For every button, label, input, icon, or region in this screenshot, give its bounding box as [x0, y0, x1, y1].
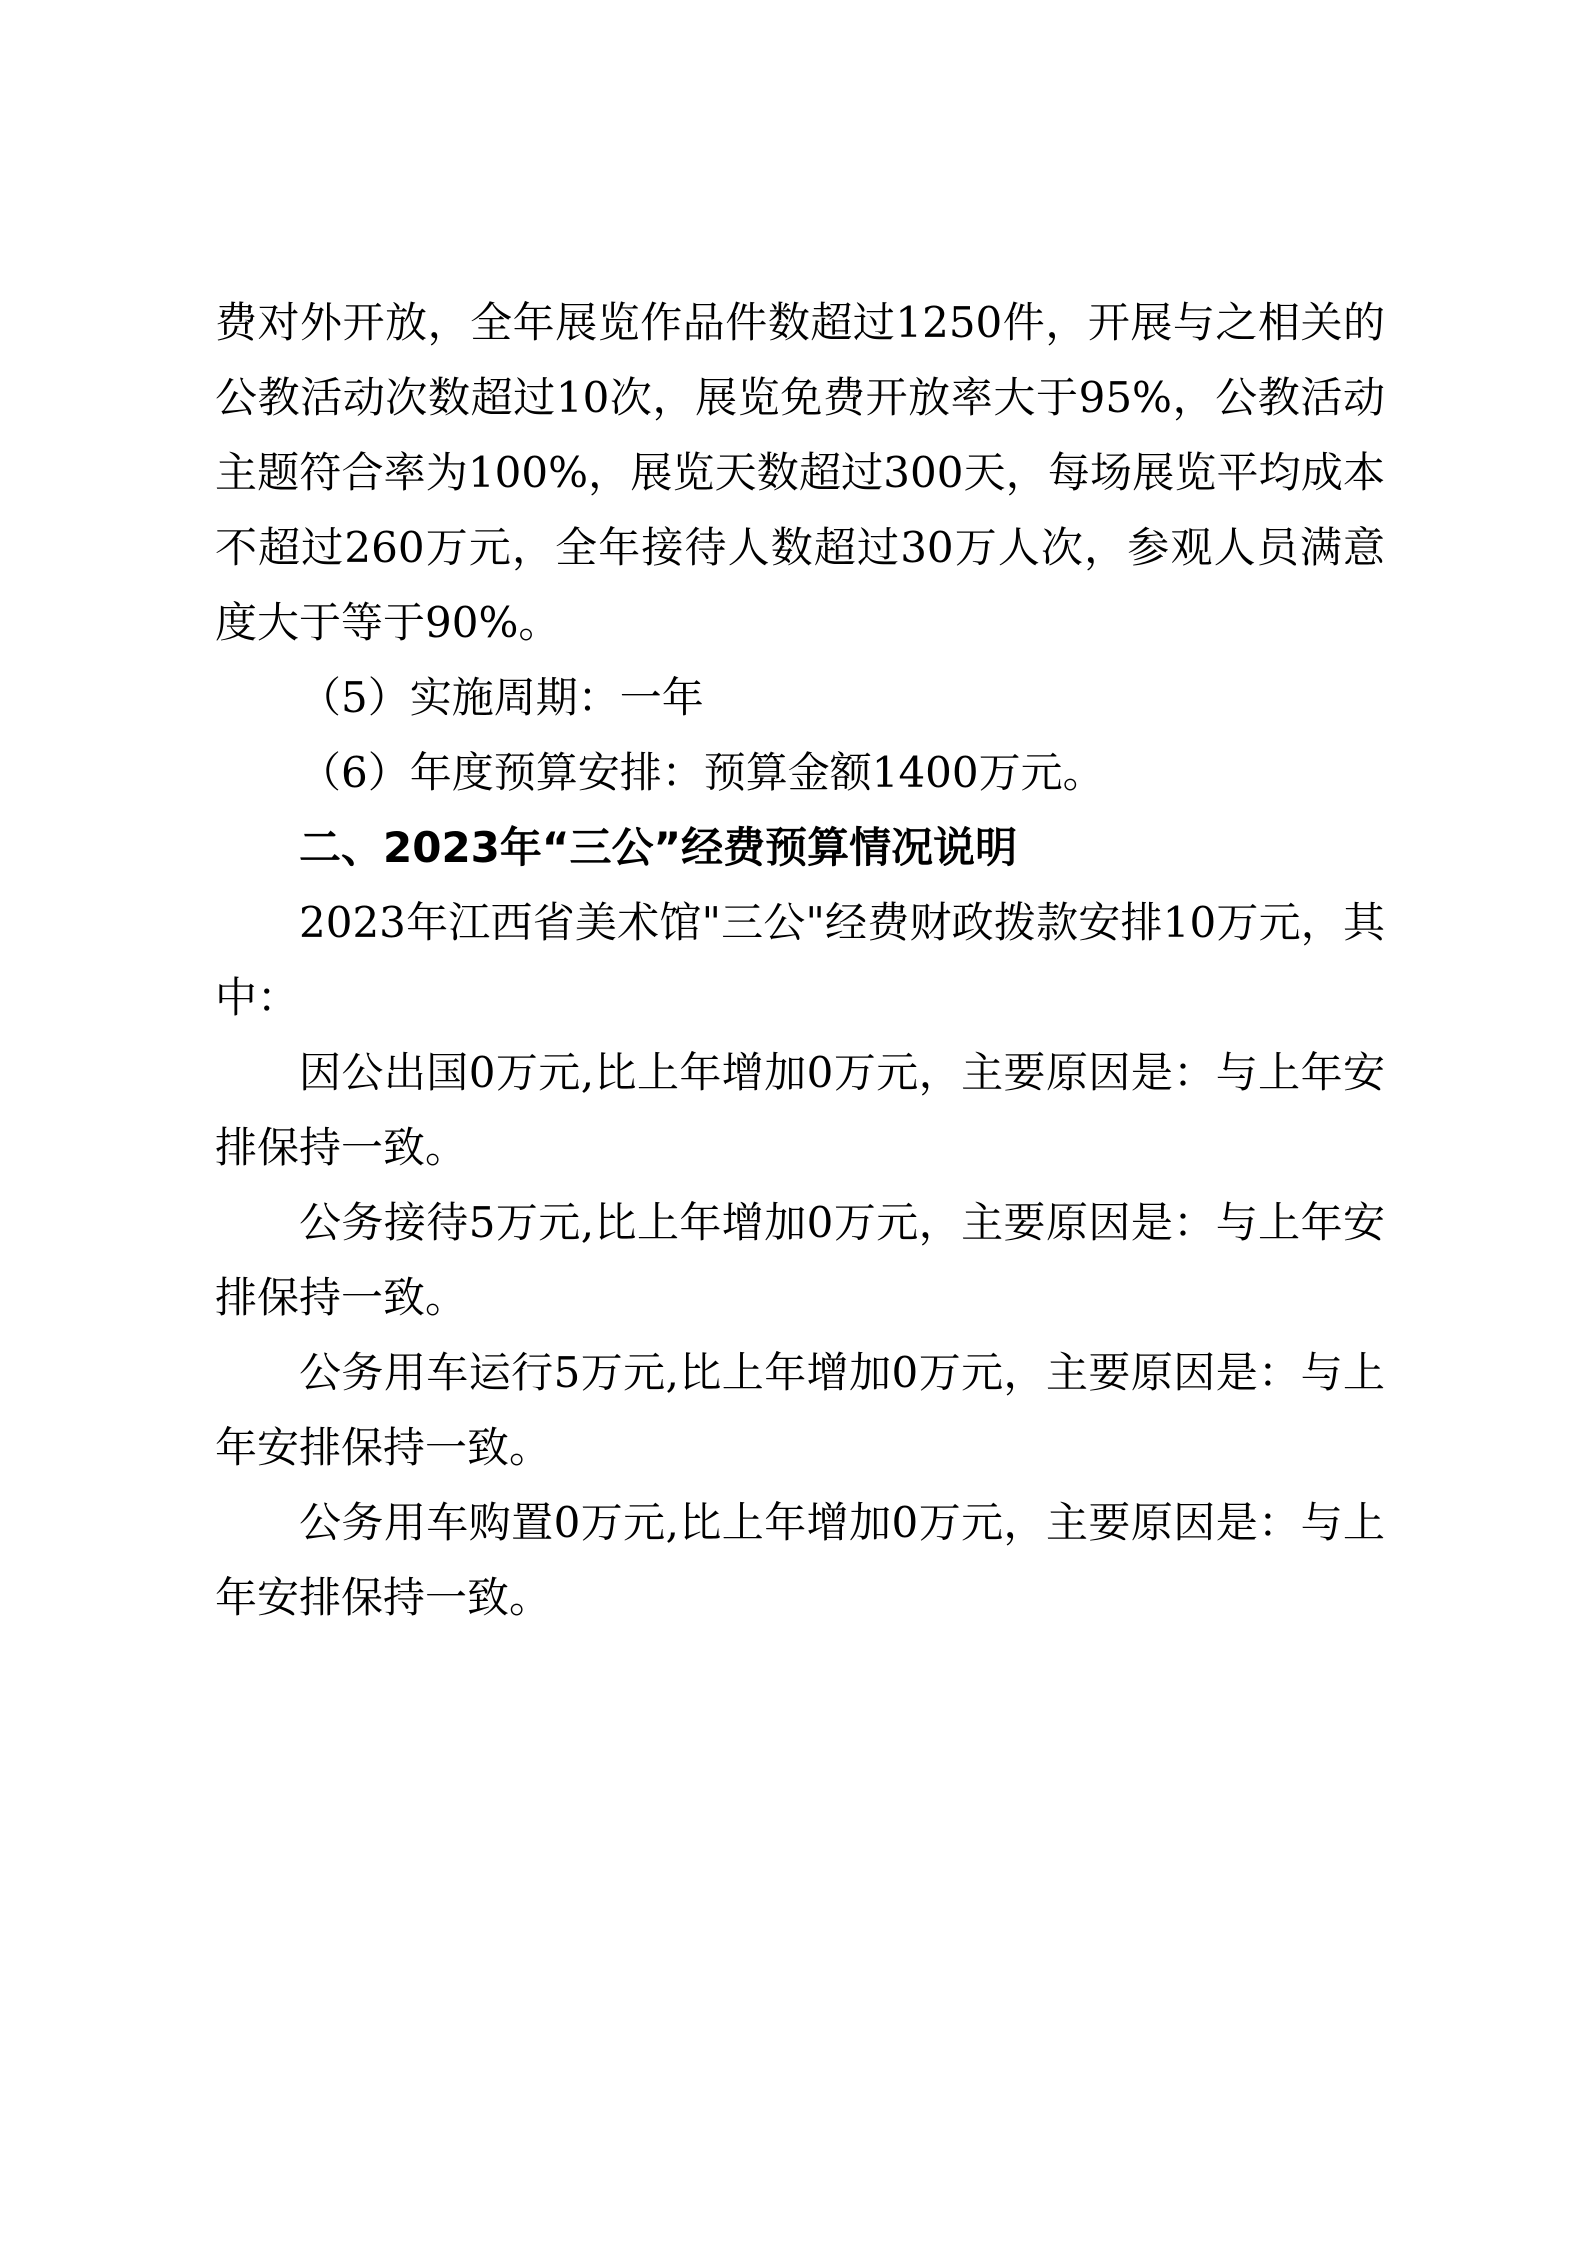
paragraph-overseas-travel: 因公出国0万元,比上年增加0万元，主要原因是：与上年安排保持一致。: [215, 1048, 1385, 1172]
paragraph-vehicle-purchase: 公务用车购置0万元,比上年增加0万元，主要原因是：与上年安排保持一致。: [215, 1498, 1385, 1622]
paragraph-annual-budget: （6）年度预算安排：预算金额1400万元。: [299, 748, 1105, 797]
paragraph-official-reception: 公务接待5万元,比上年增加0万元，主要原因是：与上年安排保持一致。: [215, 1198, 1385, 1322]
section-heading-three-public-expenses: 二、2023年“三公”经费预算情况说明: [299, 823, 1018, 872]
paragraph-vehicle-operation: 公务用车运行5万元,比上年增加0万元，主要原因是：与上年安排保持一致。: [215, 1348, 1385, 1472]
paragraph-performance-targets: 费对外开放，全年展览作品件数超过1250件，开展与之相关的公教活动次数超过10次，展览免费开放率大于95%，公教活动主题符合率为100%，展览天数超过300天，每场展览平均成本不超过260万元，全年接待人数超过30万人次，参观人员满意度大于等于90%。: [215, 298, 1385, 647]
paragraph-implementation-period: （5）实施周期：一年: [299, 673, 704, 722]
paragraph-three-public-summary: 2023年江西省美术馆"三公"经费财政拨款安排10万元，其中：: [215, 898, 1385, 1022]
document-body: [215, 285, 1385, 1635]
